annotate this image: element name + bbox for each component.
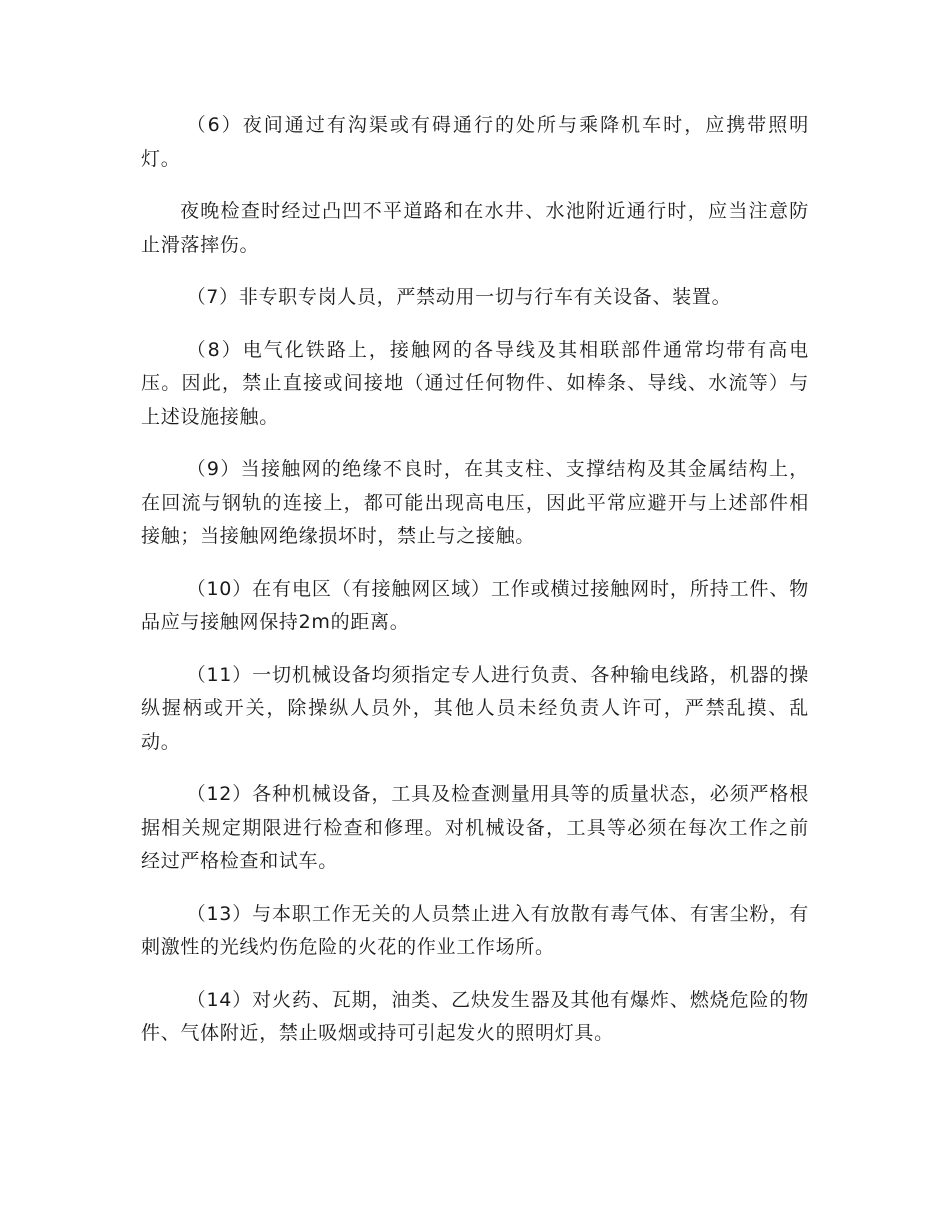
- paragraph-11: （11）一切机械设备均须指定专人进行负责、各种输电线路，机器的操纵握柄或开关，除操纵人员外，其他人员未经负责人许可，严禁乱摸、乱动。: [141, 663, 809, 753]
- paragraph-12: （12）各种机械设备，工具及检查测量用具等的质量状态，必须严格根据相关规定期限进行检查和修理。对机械设备，工具等必须在每次工作之前经过严格检查和试车。: [141, 783, 809, 872]
- paragraph-13: （13）与本职工作无关的人员禁止进入有放散有毒气体、有害尘粉，有刺激性的光线灼伤危险的火花的作业工作场所。: [141, 902, 809, 958]
- paragraph-14: （14）对火药、瓦期，油类、乙炔发生器及其他有爆炸、燃烧危险的物件、气体附近，禁止吸烟或持可引起发火的照明灯具。: [141, 988, 809, 1044]
- paragraph-7: （7）非专职专岗人员，严禁动用一切与行车有关设备、装置。: [186, 286, 732, 308]
- paragraph-night-inspection: 夜晚检查时经过凸凹不平道路和在水井、水池附近通行时，应当注意防止滑落摔伤。: [141, 200, 809, 256]
- paragraph-8: （8）电气化铁路上，接触网的各导线及其相联部件通常均带有高电压。因此，禁止直接或间接地（通过任何物件、如棒条、导线、水流等）与上述设施接触。: [141, 338, 809, 428]
- paragraph-9: （9）当接触网的绝缘不良时，在其支柱、支撑结构及其金属结构上，在回流与钢轨的连接上，都可能出现高电压，因此平常应避开与上述部件相接触；当接触网绝缘损坏时，禁止与之接触。: [141, 458, 809, 547]
- document-body: [141, 109, 809, 1070]
- paragraph-6: （6）夜间通过有沟渠或有碍通行的处所与乘降机车时，应携带照明灯。: [141, 114, 809, 170]
- paragraph-10: （10）在有电区（有接触网区域）工作或横过接触网时，所持工件、物品应与接触网保持2m的距离。: [141, 577, 809, 633]
